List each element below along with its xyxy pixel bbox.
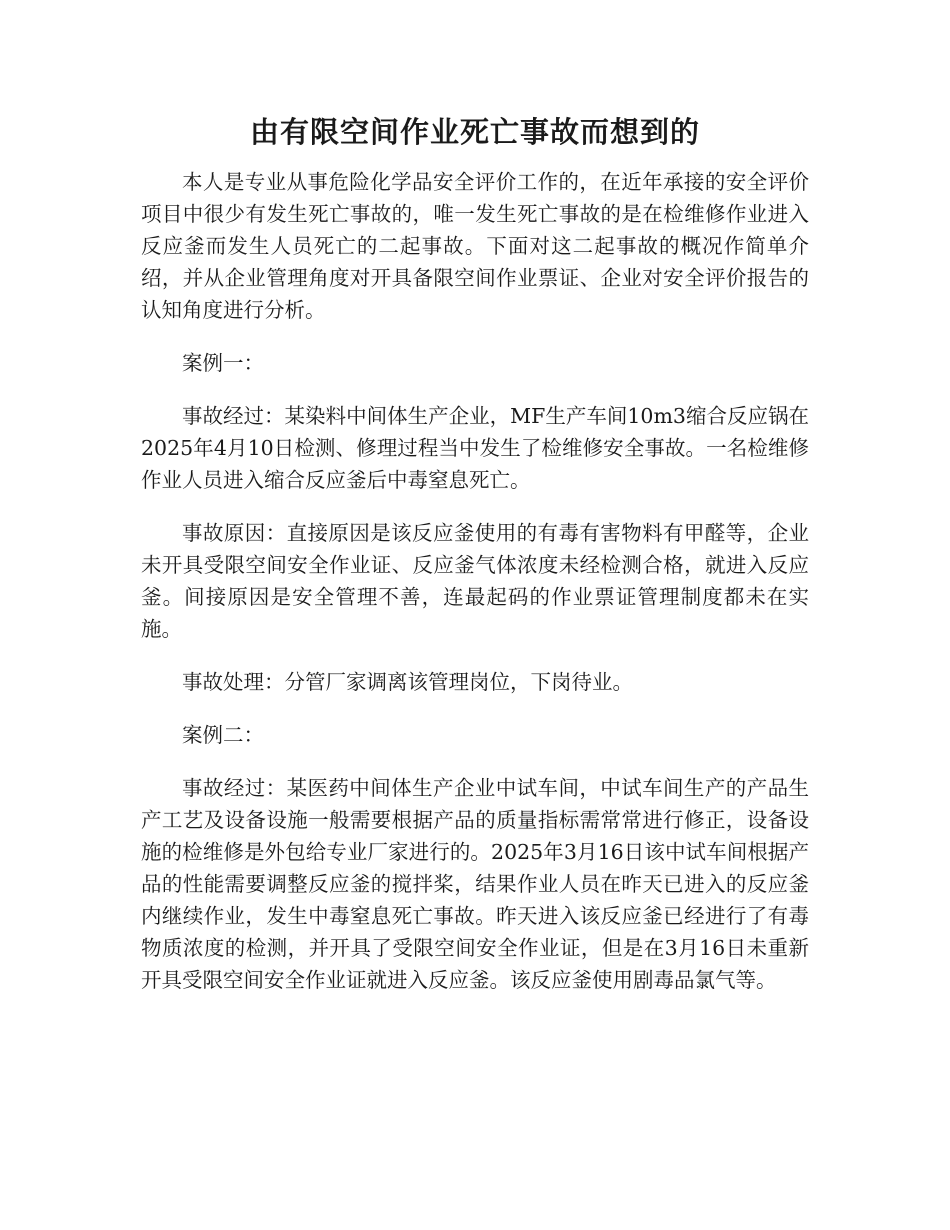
intro-paragraph: 本人是专业从事危险化学品安全评价工作的，在近年承接的安全评价项目中很少有发生死亡事故的，唯一发生死亡事故的是在检维修作业进入反应釜而发生人员死亡的二起事故。下面对这二起事故的概况作简单介绍，并从企业管理角度对开具备限空间作业票证、企业对安全评价报告的认知角度进行分析。 xyxy=(141,170,809,322)
case-one-heading: 案例一： xyxy=(182,351,264,375)
case-one-process-paragraph: 事故经过：某染料中间体生产企业，MF生产车间10m3缩合反应锅在2025年4月10日检测、修理过程当中发生了检维修安全事故。一名检维修作业人员进入缩合反应釜后中毒窒息死亡。 xyxy=(141,404,809,492)
case-one-cause-paragraph: 事故原因：直接原因是该反应釜使用的有毒有害物料有甲醛等，企业未开具受限空间安全作业证、反应釜气体浓度未经检测合格，就进入反应釜。间接原因是安全管理不善，连最起码的作业票证管理制度都未在实施。 xyxy=(141,521,809,641)
case-two-process-paragraph: 事故经过：某医药中间体生产企业中试车间，中试车间生产的产品生产工艺及设备设施一般需要根据产品的质量指标需常常进行修正，设备设施的检维修是外包给专业厂家进行的。2025年3月16日该中试车间根据产品的性能需要调整反应釜的搅拌桨，结果作业人员在昨天已进入的反应釜内继续作业，发生中毒窒息死亡事故。昨天进入该反应釜已经进行了有毒物质浓度的检测，并开具了受限空间安全作业证，但是在3月16日未重新开具受限空间安全作业证就进入反应釜。该反应釜使用剧毒品氯气等。 xyxy=(141,776,809,992)
case-one-handling-paragraph: 事故处理：分管厂家调离该管理岗位，下岗待业。 xyxy=(182,670,633,694)
case-two-heading: 案例二： xyxy=(182,723,264,747)
document-title: 由有限空间作业死亡事故而想到的 xyxy=(249,115,700,149)
document-body xyxy=(141,166,809,1017)
